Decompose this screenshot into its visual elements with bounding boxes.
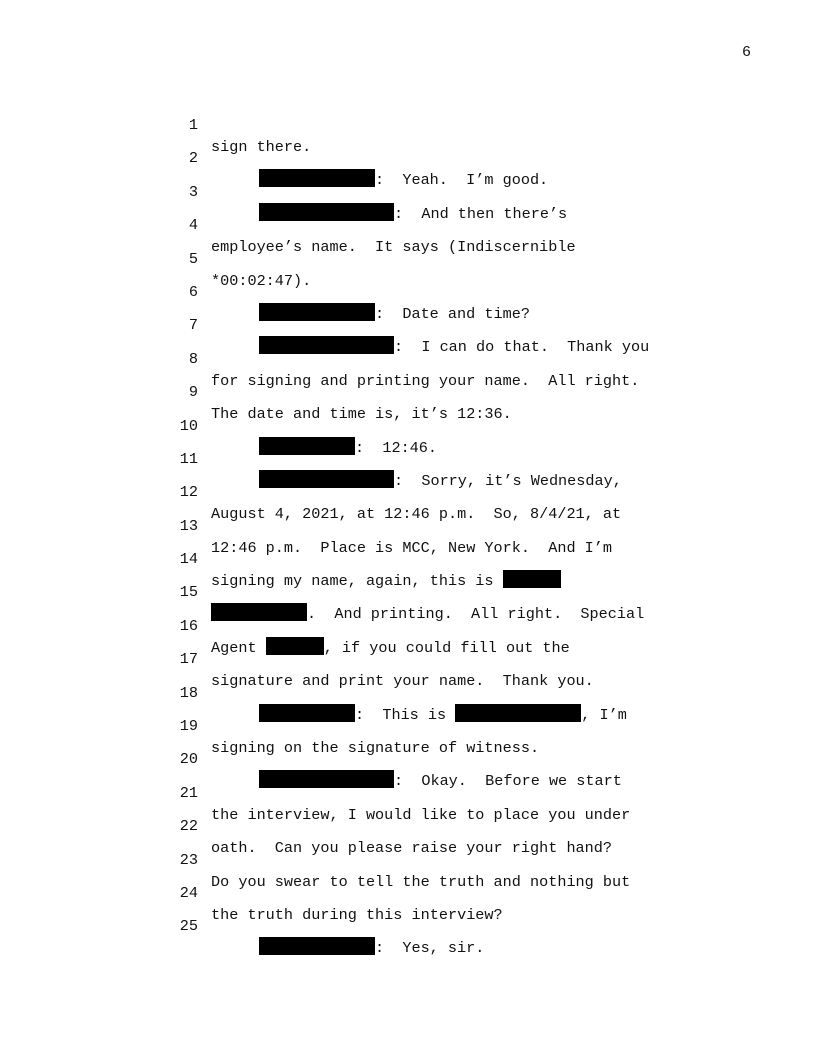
line-text: the truth during this interview?	[211, 905, 503, 924]
transcript-line	[0, 259, 816, 323]
transcript-line	[0, 860, 816, 924]
line-text: signing my name, again, this is	[211, 570, 561, 592]
line-number: 17	[179, 650, 198, 669]
transcript-line	[0, 693, 816, 758]
line-text: oath. Can you please raise your right hand?	[211, 839, 613, 858]
transcript-line	[0, 426, 816, 490]
line-number: 5	[188, 249, 198, 268]
line-number: 11	[179, 449, 198, 468]
line-number: 7	[188, 316, 198, 335]
line-number: 12	[179, 483, 198, 502]
line-text: : I can do that. Thank you	[211, 336, 649, 358]
line-number: 10	[179, 416, 198, 435]
line-number: 15	[179, 583, 198, 602]
line-number: 3	[188, 182, 198, 201]
line-text: employee’s name. It says (Indiscernible	[211, 238, 576, 257]
line-text: : 12:46.	[211, 437, 437, 459]
transcript-line	[0, 593, 816, 657]
transcript-line	[0, 125, 816, 190]
transcript-line	[0, 192, 816, 257]
line-text: *00:02:47).	[211, 271, 312, 290]
transcript-line	[0, 226, 816, 290]
page-number: 6	[742, 44, 752, 61]
transcript-line	[0, 827, 816, 891]
transcript	[0, 92, 816, 958]
line-text: : Sorry, it’s Wednesday,	[211, 470, 622, 492]
transcript-line	[0, 726, 816, 791]
line-number: 13	[179, 516, 198, 535]
line-text: . And printing. All right. Special	[211, 603, 644, 625]
transcript-line	[0, 159, 816, 223]
line-text: August 4, 2021, at 12:46 p.m. So, 8/4/21, at	[211, 505, 622, 524]
line-text: : Yes, sir.	[211, 937, 484, 959]
transcript-line	[0, 793, 816, 858]
line-number: 18	[179, 683, 198, 702]
line-text: 12:46 p.m. Place is MCC, New York. And I’m	[211, 538, 613, 557]
line-text: signing on the signature of witness.	[211, 739, 540, 758]
line-number: 24	[179, 883, 198, 902]
line-text: Agent , if you could fill out the	[211, 638, 570, 657]
transcript-line	[0, 626, 816, 691]
transcript-line	[0, 760, 816, 824]
transcript-line	[0, 493, 816, 557]
transcript-line	[0, 893, 816, 958]
line-number: 20	[179, 750, 198, 769]
line-text: : And then there’s	[211, 203, 567, 225]
line-text: the interview, I would like to place you under	[211, 805, 631, 824]
transcript-line	[0, 660, 816, 724]
transcript-line	[0, 92, 816, 156]
line-number: 21	[179, 783, 198, 802]
line-text: sign there.	[211, 138, 312, 156]
line-text: Do you swear to tell the truth and nothing but	[211, 872, 631, 891]
line-number: 23	[179, 850, 198, 869]
speaker-redaction	[259, 937, 375, 955]
transcript-line	[0, 459, 816, 524]
line-number: 9	[188, 383, 198, 402]
line-text: The date and time is, it’s 12:36.	[211, 405, 512, 424]
line-number: 1	[188, 116, 198, 134]
transcript-line	[0, 559, 816, 624]
line-number: 8	[188, 349, 198, 368]
line-number: 19	[179, 717, 198, 736]
line-number: 2	[188, 149, 198, 168]
line-text: : Okay. Before we start	[211, 770, 622, 792]
line-number: 25	[179, 917, 198, 936]
line-number: 16	[179, 616, 198, 635]
line-text: : Yeah. I’m good.	[211, 169, 548, 191]
line-text: for signing and printing your name. All right.	[211, 371, 640, 390]
line-number: 6	[188, 282, 198, 301]
transcript-line	[0, 393, 816, 457]
line-number: 14	[179, 550, 198, 569]
transcript-line	[0, 359, 816, 424]
transcript-line	[0, 526, 816, 591]
line-number: 4	[188, 216, 198, 235]
line-text: : Date and time?	[211, 303, 530, 325]
line-text: : This is , I’m	[211, 704, 627, 726]
line-number: 22	[179, 817, 198, 836]
transcript-line	[0, 292, 816, 357]
transcript-line	[0, 326, 816, 390]
line-text: signature and print your name. Thank you.	[211, 672, 594, 691]
